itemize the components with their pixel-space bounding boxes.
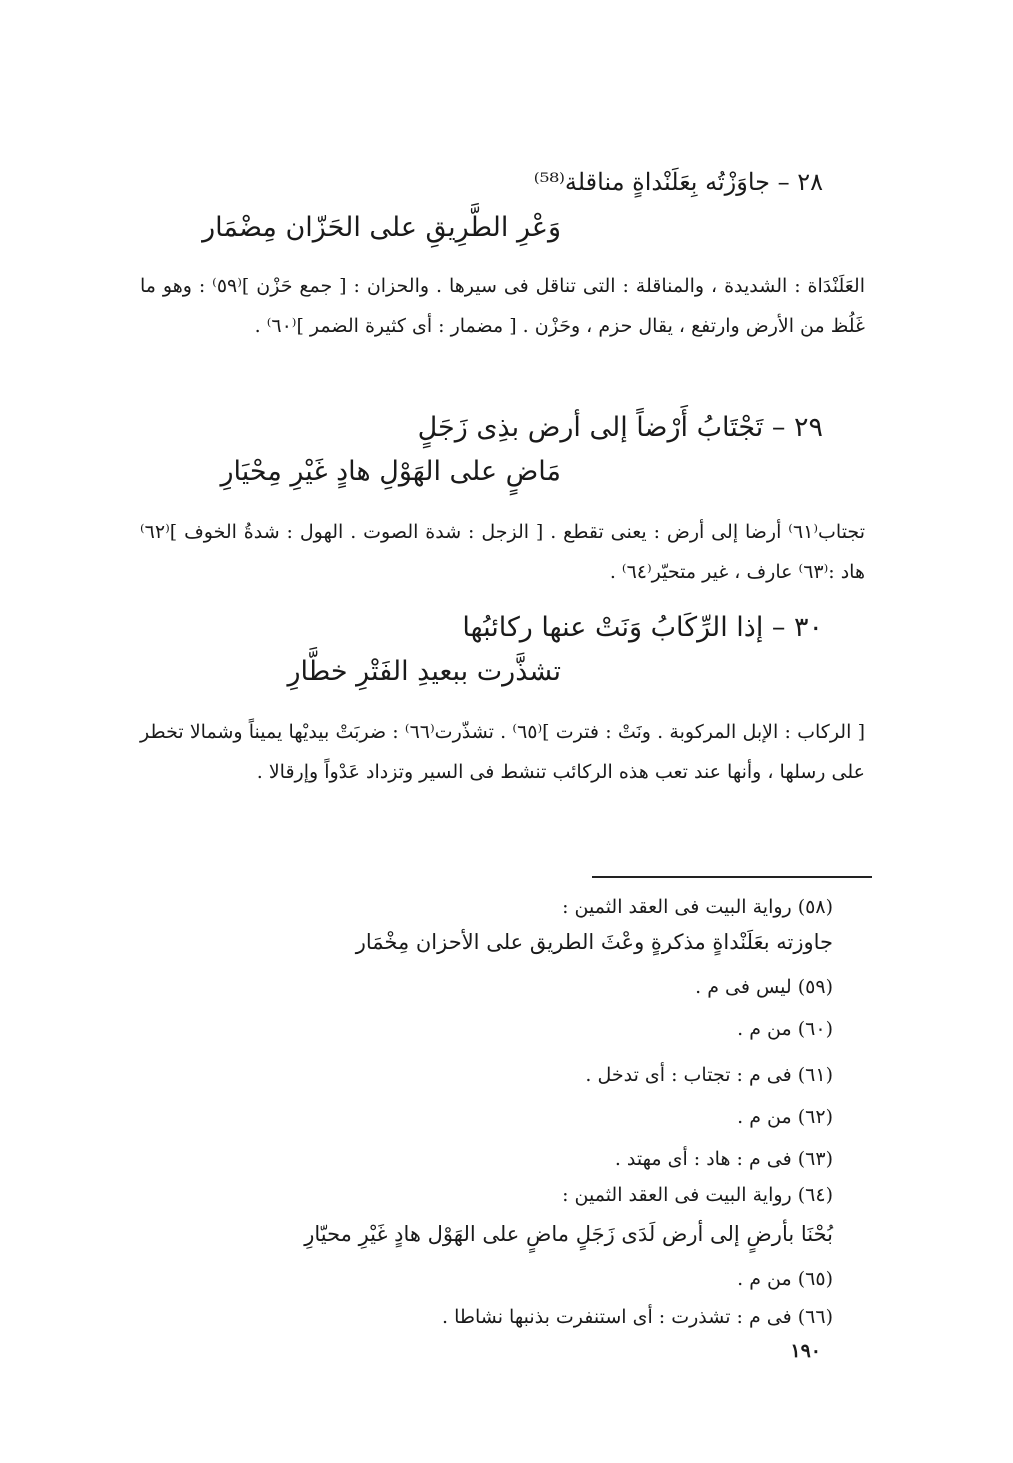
footnote-64-verse: بُحْنَا بأرضٍ إلى أرض لَدَى زَجَلٍ ماضٍ على الهَوْل هادٍ غَيْرِ محيّارِ bbox=[304, 1222, 833, 1246]
verse-28-commentary: العَلَنْدَاة : الشديدة ، والمناقلة : التى تناقل فى سيرها . والحزان : [ جمع حَزْن ]⁽٥٩⁾ : وهو ما غَلُظ من الأرض وارتفع ، يقال حزم ، وحَزْن . [ مضمار : أى كثيرة الضمر ]⁽٦٠⁾ . bbox=[140, 275, 865, 337]
footnote-61: (٦١) فى م : تجتاب : أى تدخل . bbox=[585, 1064, 833, 1086]
footnote-66: (٦٦) فى م : تشذرت : أى استنفرت بذنبها نشاطا . bbox=[441, 1306, 833, 1328]
footnote-separator bbox=[592, 876, 872, 878]
verse-29-commentary: تجتاب⁽٦١⁾ أرضا إلى أرض : يعنى تقطع . [ الزجل : شدة الصوت . الهول : شدةُ الخوف ]⁽٦٢⁾ هاد :⁽٦٣⁾ عارف ، غير متحيّر⁽٦٤⁾ . bbox=[140, 521, 865, 583]
footnote-65: (٦٥) من م . bbox=[737, 1268, 833, 1290]
footnote-58: (٥٨) رواية البيت فى العقد الثمين : bbox=[562, 896, 833, 918]
footnote-62: (٦٢) من م . bbox=[737, 1106, 833, 1128]
footnote-60: (٦٠) من م . bbox=[737, 1018, 833, 1040]
footnote-59: (٥٩) ليس فى م . bbox=[695, 976, 833, 998]
verse-28-first-hemistich: ٢٨ – جاوَزْتُه بِعَلَنْداةٍ مناقلة⁽⁵⁸⁾ bbox=[533, 168, 823, 196]
verse-30-second-hemistich: تشذَّرت ببعيدِ الفَتْرِ خطَّارِ bbox=[287, 656, 561, 687]
verse-30-first-hemistich: ٣٠ – إذا الرِّكَابُ وَنَتْ عنها ركائبُها bbox=[462, 612, 823, 643]
verse-29-first-hemistich: ٢٩ – تَجْتَابُ أَرْضاً إلى أرض بذِى زَجَلٍ bbox=[417, 412, 823, 443]
verse-30-commentary: [ الركاب : الإبل المركوبة . ونَتْ : فترت ]⁽٦٥⁾ . تشذّرت⁽٦٦⁾ : ضربَتْ بيديْها يميناً وشمالا تخطر على رسلها ، وأنها عند تعب هذه الركائب تنشط فى السير وتزداد عَدْواً وإرقالا . bbox=[140, 721, 865, 783]
footnote-63: (٦٣) فى م : هاد : أى مهتد . bbox=[614, 1148, 833, 1170]
verse-28-second-hemistich: وَعْرِ الطَّرِيقِ على الحَزّان مِضْمَار bbox=[202, 212, 561, 243]
page-number: ١٩٠ bbox=[790, 1340, 821, 1362]
footnote-64: (٦٤) رواية البيت فى العقد الثمين : bbox=[562, 1184, 833, 1206]
verse-29-second-hemistich: مَاضٍ على الهَوْلِ هادٍ غَيْرِ مِحْيَارِ bbox=[220, 456, 561, 487]
footnote-58-verse: جاوزته بعَلَنْداةٍ مذكرةٍ وعْثَ الطريق على الأحزان مِخْمَار bbox=[355, 930, 833, 954]
